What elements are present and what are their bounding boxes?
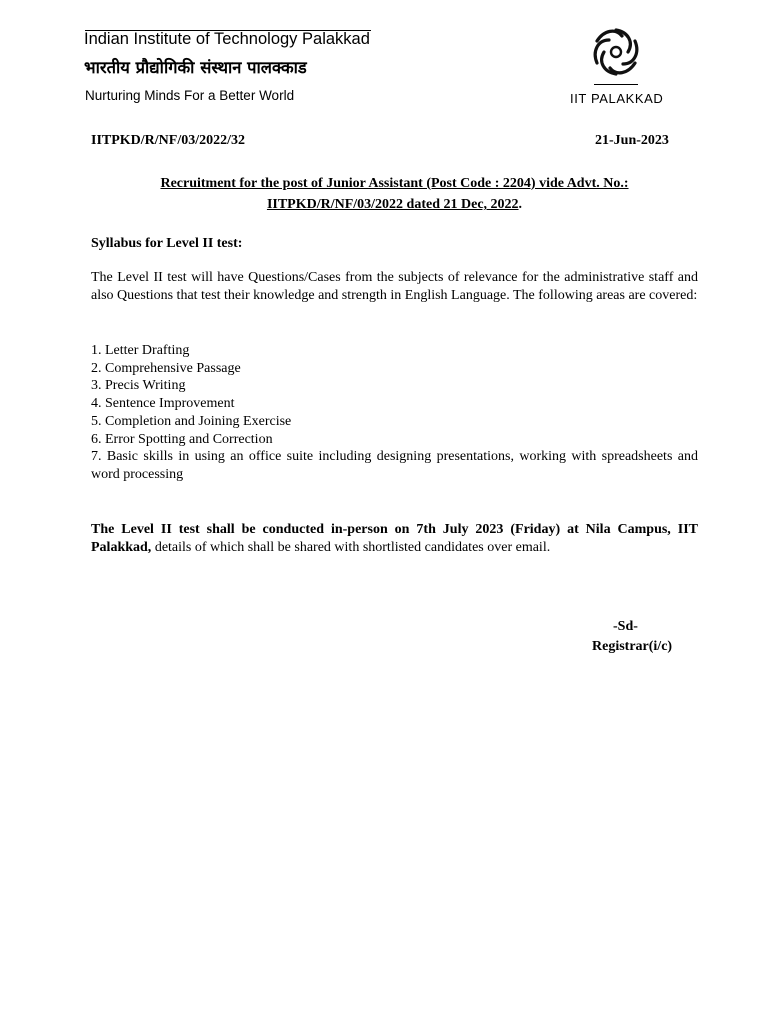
- list-item: 3. Precis Writing: [91, 378, 186, 394]
- signature-title: Registrar(i/c): [592, 639, 673, 654]
- test-venue-note-bold: The Level II test shall be conducted in-person on 7th July 2023 (Friday) at Nila Campus, IIT Palakkad,: [91, 522, 698, 555]
- logo-wordmark: IIT PALAKKAD: [570, 91, 664, 106]
- subject-line-2-suffix: .: [518, 197, 523, 212]
- syllabus-intro: The Level II test will have Questions/Cases from the subjects of relevance for the administrative staff and also Questions that test their knowledge and strength in English Language. The following areas are covered:: [91, 270, 698, 303]
- institute-name-hindi: भारतीय प्रौद्योगिकी संस्थान पालक्काड: [84, 58, 307, 77]
- subject-heading: [91, 173, 698, 215]
- test-venue-note-regular: details of which shall be shared with shortlisted candidates over email.: [151, 540, 551, 555]
- syllabus-areas-list: [91, 342, 698, 484]
- list-item: 1. Letter Drafting: [91, 343, 190, 358]
- signature-sd: -Sd-: [613, 619, 638, 634]
- subject-line-2-wrapper: [91, 194, 698, 215]
- list-item: 6. Error Spotting and Correction: [91, 431, 273, 447]
- reference-date: 21-Jun-2023: [595, 133, 669, 148]
- reference-number: IITPKD/R/NF/03/2022/32: [91, 133, 246, 148]
- iit-palakkad-logo-icon: [588, 24, 644, 80]
- subject-line-1: Recruitment for the post of Junior Assistant (Post Code : 2204) vide Advt. No.:: [160, 176, 629, 191]
- subject-line-2: IITPKD/R/NF/03/2022 dated 21 Dec, 2022: [266, 197, 519, 212]
- test-venue-note: [91, 521, 698, 557]
- syllabus-heading: Syllabus for Level II test:: [91, 236, 243, 251]
- list-item: 5. Completion and Joining Exercise: [91, 413, 292, 429]
- logo-underline: [594, 84, 638, 85]
- list-item: 7. Basic skills in using an office suite including designing presentations, working with spreadsheets and word processing: [91, 449, 698, 482]
- institute-tagline: Nurturing Minds For a Better World: [85, 88, 295, 103]
- institute-name-english: Indian Institute of Technology Palakkad: [84, 30, 370, 48]
- list-item: 4. Sentence Improvement: [91, 396, 235, 412]
- list-item: 2. Comprehensive Passage: [91, 360, 241, 376]
